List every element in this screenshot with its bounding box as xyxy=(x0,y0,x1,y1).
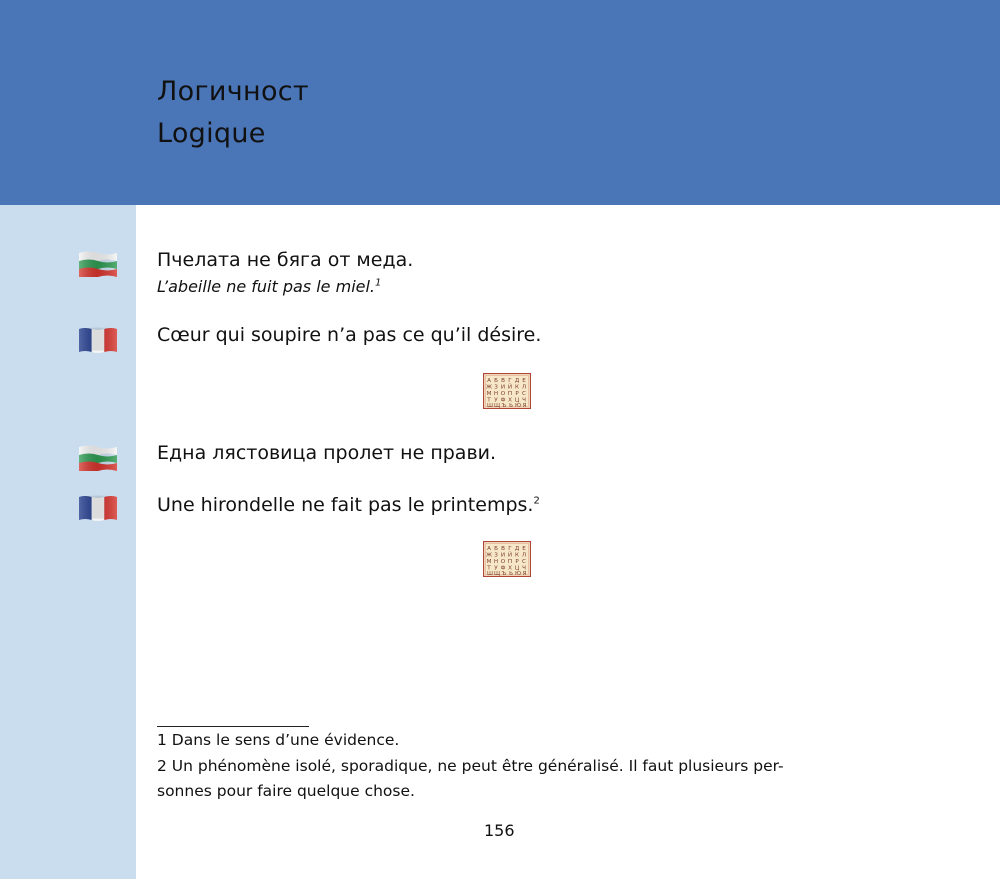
footnote-separator xyxy=(157,726,309,727)
svg-text:Р: Р xyxy=(515,391,519,397)
svg-text:З: З xyxy=(494,552,498,559)
svg-text:А: А xyxy=(487,378,491,384)
svg-text:Р: Р xyxy=(515,559,519,565)
svg-text:Ч: Ч xyxy=(522,565,526,572)
svg-text:Ш: Ш xyxy=(487,403,493,409)
svg-text:Х: Х xyxy=(508,565,512,572)
proverb-bulgarian-2: Една лястовица пролет не прави. xyxy=(157,442,497,464)
left-margin-band xyxy=(0,205,136,879)
svg-text:В: В xyxy=(501,546,505,552)
svg-text:Ь: Ь xyxy=(509,571,513,577)
chapter-title-french: Logique xyxy=(157,118,266,149)
svg-text:Щ: Щ xyxy=(493,571,501,577)
svg-text:Л: Л xyxy=(521,552,527,559)
footnote-1: 1 Dans le sens d’une évidence. xyxy=(157,731,400,749)
svg-text:Ф: Ф xyxy=(500,565,506,572)
bulgaria-flag-icon xyxy=(79,445,117,471)
alphabet-tile-icon xyxy=(483,541,531,577)
svg-text:Ж: Ж xyxy=(485,552,493,559)
svg-text:Н: Н xyxy=(493,559,499,565)
svg-text:Л: Л xyxy=(521,384,527,391)
france-flag-icon xyxy=(79,327,117,353)
proverb-french-1: Cœur qui soupire n’a pas ce qu’il désire. xyxy=(157,324,542,346)
svg-text:Х: Х xyxy=(508,397,512,404)
svg-text:Б: Б xyxy=(494,378,498,384)
svg-text:У: У xyxy=(494,397,498,404)
page-number: 156 xyxy=(484,821,515,840)
svg-text:С: С xyxy=(522,559,526,565)
svg-text:Д: Д xyxy=(514,546,520,552)
svg-text:Ъ: Ъ xyxy=(501,403,507,409)
svg-text:Ю: Ю xyxy=(514,403,522,409)
svg-text:Д: Д xyxy=(514,378,520,384)
chapter-header xyxy=(0,0,1000,205)
svg-text:П: П xyxy=(507,391,513,397)
svg-text:Ч: Ч xyxy=(522,397,526,404)
svg-text:Т: Т xyxy=(487,565,491,572)
svg-text:В: В xyxy=(501,378,505,384)
france-flag-icon xyxy=(79,495,117,521)
svg-text:Т: Т xyxy=(487,397,491,404)
svg-text:М: М xyxy=(486,391,492,397)
svg-text:Ц: Ц xyxy=(514,565,520,572)
svg-text:Ъ: Ъ xyxy=(501,571,507,577)
chapter-title-bulgarian: Логичност xyxy=(157,76,309,107)
svg-text:Б: Б xyxy=(494,546,498,552)
svg-text:О: О xyxy=(500,391,506,397)
svg-text:К: К xyxy=(515,552,519,559)
alphabet-tile-icon xyxy=(483,373,531,409)
svg-text:Ш: Ш xyxy=(487,571,493,577)
svg-text:М: М xyxy=(486,559,492,565)
bulgaria-flag-icon xyxy=(79,251,117,277)
proverb-french-2: Une hirondelle ne fait pas le printemps.$^2$ xyxy=(157,494,540,516)
footnote-ref-2[interactable]: 2 xyxy=(533,495,540,507)
svg-text:Й: Й xyxy=(507,384,513,391)
svg-text:Н: Н xyxy=(493,391,499,397)
footnote-ref-1[interactable]: 1 xyxy=(375,277,382,289)
svg-text:О: О xyxy=(500,559,506,565)
svg-text:Г: Г xyxy=(508,546,512,552)
svg-text:Ф: Ф xyxy=(500,397,506,404)
svg-text:Е: Е xyxy=(522,546,526,552)
svg-text:Щ: Щ xyxy=(493,403,501,409)
svg-text:А: А xyxy=(487,546,491,552)
svg-text:И: И xyxy=(500,552,506,559)
svg-text:Й: Й xyxy=(507,552,513,559)
proverb-bulgarian-1: Пчелата не бяга от меда. xyxy=(157,249,414,271)
svg-text:И: И xyxy=(500,384,506,391)
svg-text:Г: Г xyxy=(508,378,512,384)
svg-text:Е: Е xyxy=(522,378,526,384)
svg-text:П: П xyxy=(507,559,513,565)
footnote-2-line-1: 2 Un phénomène isolé, sporadique, ne peut être généralisé. Il faut plusieurs per- xyxy=(157,757,784,775)
svg-text:Ь: Ь xyxy=(509,403,513,409)
svg-text:К: К xyxy=(515,384,519,391)
svg-text:Я: Я xyxy=(522,571,527,577)
svg-text:Ж: Ж xyxy=(485,384,493,391)
footnote-2-line-2: sonnes pour faire quelque chose. xyxy=(157,782,415,800)
svg-text:З: З xyxy=(494,384,498,391)
svg-text:Я: Я xyxy=(522,403,527,409)
svg-text:Ц: Ц xyxy=(514,397,520,404)
proverb-translation-1: L’abeille ne fuit pas le miel.$^1$ xyxy=(157,277,382,296)
svg-text:У: У xyxy=(494,565,498,572)
svg-text:С: С xyxy=(522,391,526,397)
svg-text:Ю: Ю xyxy=(514,571,522,577)
